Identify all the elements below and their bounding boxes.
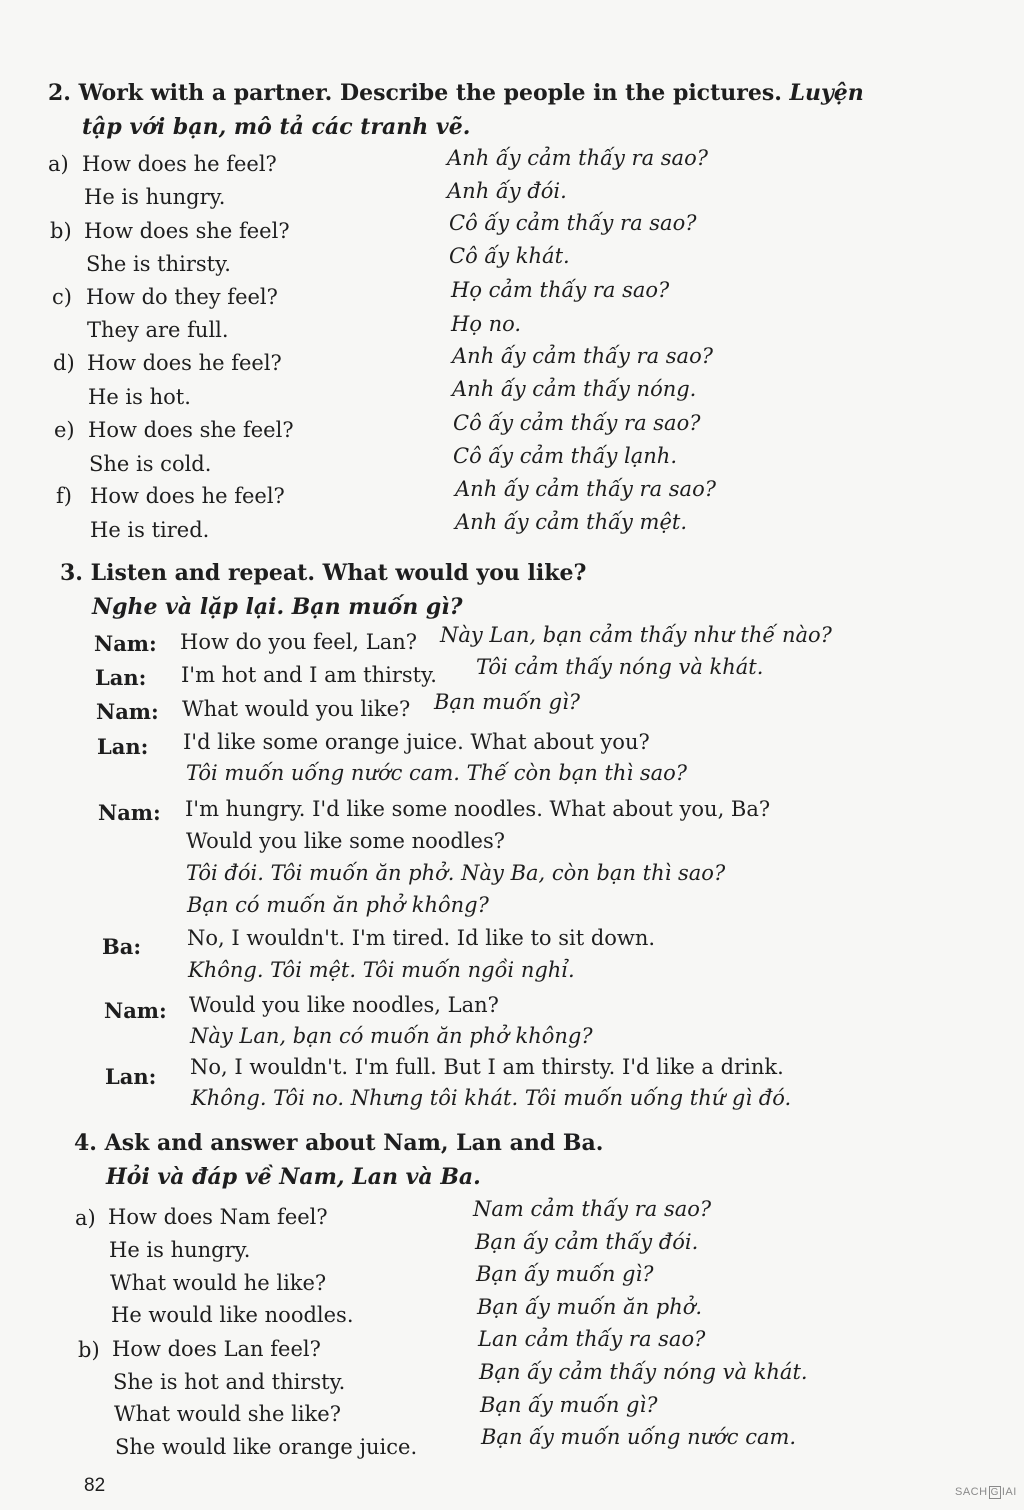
dialogue-text: How do you feel, Lan? (180, 630, 418, 654)
item-label: b) (50, 219, 72, 243)
item-label: b) (78, 1338, 100, 1362)
item-answer-vi: Anh ấy cảm thấy nóng. (452, 377, 697, 401)
item-question: How does he feel? (82, 152, 277, 176)
dialogue-text-2: Would you like some noodles? (186, 829, 505, 853)
dialogue-text-vi: Không. Tôi mệt. Tôi muốn ngồi nghỉ. (188, 958, 575, 982)
item-line-vi: Bạn ấy muốn ăn phở. (477, 1295, 703, 1319)
dialogue-text-vi-2: Bạn có muốn ăn phở không? (187, 893, 489, 917)
item-answer: He is hot. (88, 385, 191, 409)
item-question: How does she feel? (84, 219, 290, 243)
dialogue-text-vi: Tôi đói. Tôi muốn ăn phở. Này Ba, còn bạn thì sao? (186, 861, 726, 885)
item-line-en: He is hungry. (109, 1238, 251, 1262)
item-answer: She is cold. (89, 452, 212, 476)
item-question-vi: Anh ấy cảm thấy ra sao? (447, 146, 708, 170)
dialogue-text-vi: Bạn muốn gì? (434, 690, 581, 714)
item-answer-vi: Anh ấy cảm thấy mệt. (455, 510, 687, 534)
speaker-name: Nam: (104, 998, 167, 1023)
speaker-name: Lan: (97, 734, 149, 759)
item-line-en: How does Nam feel? (108, 1205, 328, 1229)
section2-heading-vi-1: Luyện (789, 80, 864, 106)
item-line-vi: Bạn ấy cảm thấy nóng và khát. (479, 1360, 808, 1384)
section2-heading-vi-2: tập với bạn, mô tả các tranh vẽ. (82, 114, 471, 140)
item-answer-vi: Cô ấy khát. (449, 244, 570, 268)
item-question-vi: Anh ấy cảm thấy ra sao? (455, 477, 716, 501)
item-line-vi: Nam cảm thấy ra sao? (473, 1197, 712, 1221)
speaker-name: Nam: (98, 800, 161, 825)
watermark-right: IAI (1001, 1486, 1017, 1498)
item-question-vi: Họ cảm thấy ra sao? (451, 278, 670, 302)
item-line-vi: Bạn ấy muốn gì? (480, 1393, 658, 1417)
dialogue-text: No, I wouldn't. I'm full. But I am thirsty. I'd like a drink. (190, 1055, 784, 1079)
item-line-en: She would like orange juice. (115, 1435, 418, 1459)
item-answer-vi: Cô ấy cảm thấy lạnh. (453, 444, 677, 468)
item-label: a) (75, 1206, 96, 1230)
section2-heading-vi-line2 (82, 114, 470, 140)
item-answer-vi: Anh ấy đói. (447, 179, 567, 203)
item-answer-vi: Họ no. (451, 312, 522, 336)
dialogue-text: I'm hot and I am thirsty. (181, 663, 437, 687)
watermark-box: G (990, 1487, 999, 1498)
dialogue-text: I'd like some orange juice. What about you? (183, 730, 650, 754)
dialogue-text: No, I wouldn't. I'm tired. Id like to sit down. (187, 926, 656, 950)
item-line-en: He would like noodles. (111, 1303, 354, 1327)
item-answer: She is thirsty. (86, 252, 231, 276)
dialogue-text-vi: Tôi muốn uống nước cam. Thế còn bạn thì sao? (186, 761, 688, 785)
item-label: a) (48, 152, 69, 176)
dialogue-text-vi: Không. Tôi no. Nhưng tôi khát. Tôi muốn uống thứ gì đó. (191, 1086, 792, 1110)
item-label: f) (56, 484, 72, 508)
speaker-name: Ba: (102, 934, 142, 959)
section2-heading (48, 80, 864, 106)
dialogue-text: What would you like? (182, 697, 411, 721)
item-question: How does she feel? (88, 418, 294, 442)
dialogue-text: I'm hungry. I'd like some noodles. What about you, Ba? (185, 797, 771, 821)
watermark-left: SACH (955, 1486, 988, 1498)
item-question-vi: Anh ấy cảm thấy ra sao? (452, 344, 713, 368)
speaker-name: Lan: (95, 665, 147, 690)
item-question-vi: Cô ấy cảm thấy ra sao? (453, 411, 701, 435)
section2-heading-en: 2. Work with a partner. Describe the people in the pictures. (48, 80, 782, 106)
item-answer: They are full. (87, 318, 229, 342)
item-line-en: How does Lan feel? (112, 1337, 321, 1361)
dialogue-text: Would you like noodles, Lan? (189, 993, 499, 1017)
page-number: 82 (84, 1475, 106, 1496)
dialogue-text-vi: Này Lan, bạn có muốn ăn phở không? (190, 1024, 593, 1048)
item-question: How do they feel? (86, 285, 278, 309)
section4-heading: 4. Ask and answer about Nam, Lan and Ba. (74, 1130, 604, 1156)
item-label: d) (53, 351, 75, 375)
item-answer: He is hungry. (84, 185, 226, 209)
dialogue-text-vi: Này Lan, bạn cảm thấy như thế nào? (440, 623, 832, 647)
speaker-name: Lan: (105, 1064, 157, 1089)
item-label: e) (54, 418, 75, 442)
item-question: How does he feel? (87, 351, 282, 375)
section3-heading-vi: Nghe và lặp lại. Bạn muốn gì? (92, 594, 463, 620)
item-line-en: She is hot and thirsty. (113, 1370, 346, 1394)
item-line-vi: Lan cảm thấy ra sao? (478, 1327, 706, 1351)
item-question-vi: Cô ấy cảm thấy ra sao? (449, 211, 697, 235)
item-line-en: What would he like? (110, 1271, 327, 1295)
item-label: c) (52, 285, 72, 309)
section3-heading: 3. Listen and repeat. What would you like? (60, 560, 587, 586)
dialogue-text-vi: Tôi cảm thấy nóng và khát. (476, 655, 764, 679)
section4-heading-vi: Hỏi và đáp về Nam, Lan và Ba. (106, 1164, 481, 1190)
item-line-vi: Bạn ấy muốn uống nước cam. (481, 1425, 797, 1449)
item-line-vi: Bạn ấy cảm thấy đói. (475, 1230, 699, 1254)
item-line-vi: Bạn ấy muốn gì? (476, 1262, 654, 1286)
speaker-name: Nam: (96, 699, 159, 724)
item-answer: He is tired. (90, 518, 210, 542)
watermark-logo (955, 1486, 1017, 1499)
item-question: How does he feel? (90, 484, 285, 508)
item-line-en: What would she like? (114, 1402, 341, 1426)
speaker-name: Nam: (94, 631, 157, 656)
